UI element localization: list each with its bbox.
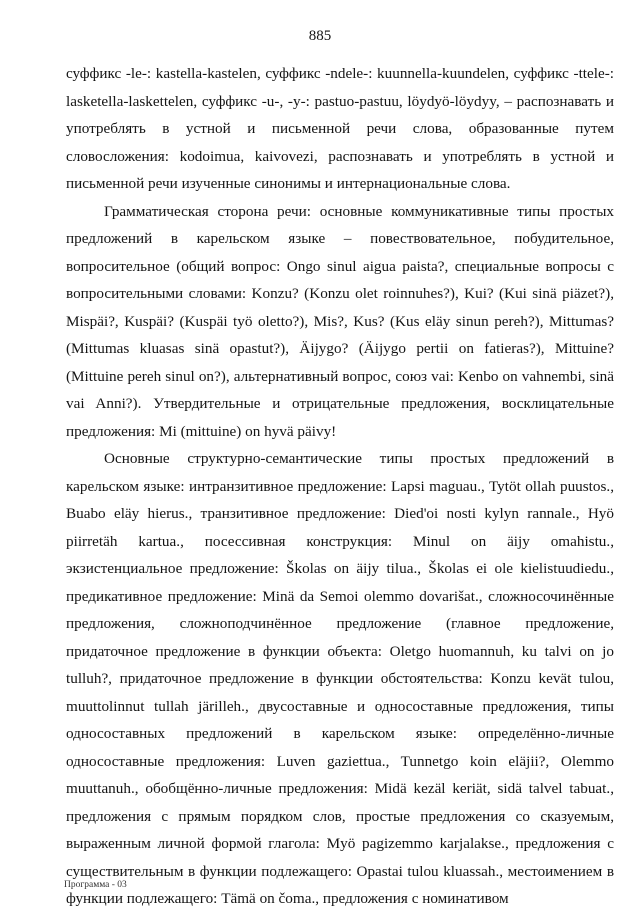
paragraph-grammar: Грамматическая сторона речи: основные коммуникативные типы простых предложений в карельском языке – повествовательное, побудительное, вопросительное (общий вопрос: Ongo sinul aigua paista?, специальные вопросы с вопросительными словами: Konzu? (Konzu olet roinnuhes?), Kui? (Kui sinä piäzet?), Mispäi?, Kuspäi? (Kuspäi työ oletto?), Mis?, Kus? (Kus eläy sinun pereh?), Mittumas? (Mittumas kluasas sinä opastut?), Äijygo? (Äijygo pertii on fatieras?), Mittuine? (Mittuine pereh sinul on?), альтернативный вопрос, союз vai: Kenbo on vahnembi, sinä vai Anni?). Утвердительные и отрицательные предложения, восклицательные предложения: Mi (mittuine) on hyvä päivy! <box>66 202 614 440</box>
paragraph-sentence-types: Основные структурно-семантические типы простых предложений в карельском языке: интранзитивное предложение: Lapsi maguau., Tytöt ollah puustos., Buabo eläy hierus., транзитивное предложение: Died'oi nosti kylyn rannale., Hyö piirretäh kartua., посессивная конструкция: Minul on äijy omahistu., экзистенциальное предложение: Školas on äijy tilua., Školas ei ole kielistuudiedu., предикативное предложение: Minä da Semoi olemmo dovarišat., сложносочинённые предложения, сложноподчинённое предложение (главное предложение, придаточное предложение в функции объекта: Oletgo huomannuh, ku talvi on jo tulluh?, придаточное предложение в функции обстоятельства: Konzu kevät tulou, muuttolinnut tullah järilleh., двусоставные и односоставные предложения, типы односоставных предложений в карельском языке: определённо-личные односоставные предложения: Luven gaziettua., Tunnetgo koin eläjii?, Olemmo muuttanuh., обобщённо-личные предложения: Midä kezäl keriät, sidä talvel tabuat., предложения с прямым порядком слов, простые предложения со сказуемым, выраженным личной формой глагола: Myö pagizemmo karjalakse., предложения с существительным в функции подлежащего: Opastai tulou kluassah., местоимением в функции подлежащего: Tämä on čoma., предложения с номинативом <box>66 450 614 907</box>
page-number: 885 <box>308 28 332 44</box>
page-footer: Программа - 03 <box>64 880 127 890</box>
body-text <box>66 60 614 913</box>
paragraph-word-formation: суффикс -le-: kastella-kastelen, суффикс -ndele-: kuunnella-kuundelen, суффикс -ttele-: lasketella-laskettelen, суффикс -u-, -y-: pastuo-pastuu, löydyö-löydyy, – распознавать и употреблять в устной и письменной речи слова, образованные путем словосложения: kodoimua, kaivovezi, распознавать и употреблять в устной и письменной речи изученные синонимы и интернациональные слова. <box>66 65 614 192</box>
